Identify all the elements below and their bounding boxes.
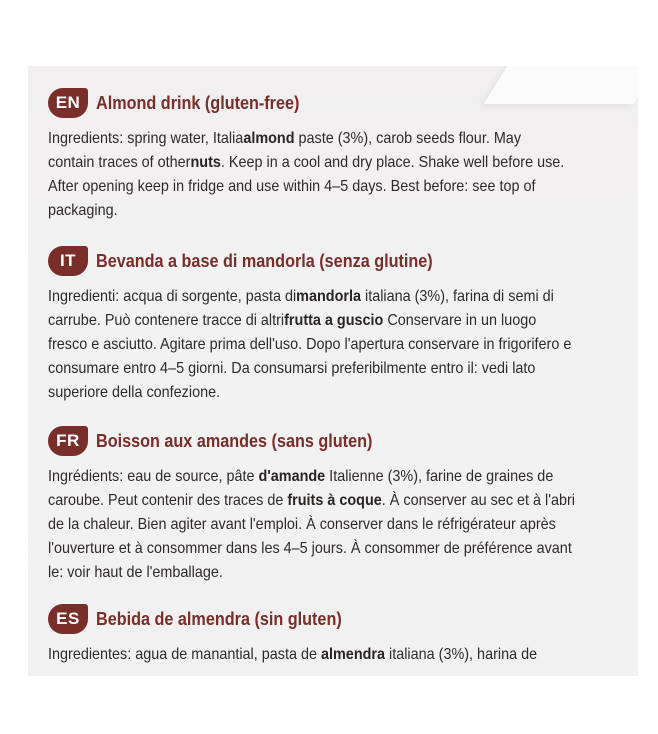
language-badge-en: EN — [48, 88, 88, 118]
text-segment: le: voir haut de l'emballage. — [48, 564, 223, 581]
text-segment: italiana (3%), farina di semi di — [360, 288, 554, 305]
ingredients-line — [48, 513, 579, 537]
text-segment: contain traces of other — [48, 154, 191, 171]
text-segment: italiana (3%), harina de — [385, 646, 538, 663]
section-header — [48, 88, 638, 118]
text-segment: Conservare in un luogo — [383, 312, 537, 329]
section-en — [48, 88, 638, 223]
ingredients-text-en — [48, 127, 638, 223]
text-segment: . À conserver au sec et à l'abri — [381, 492, 576, 509]
allergen-highlight: mandorla — [296, 288, 361, 305]
ingredients-text-es — [48, 643, 638, 667]
text-segment: packaging. — [48, 202, 118, 219]
text-segment: superiore della confezione. — [48, 384, 221, 401]
text-segment: paste (3%), carob seeds flour. May — [294, 130, 522, 147]
product-title-es: Bebida de almendra (sin gluten) — [96, 608, 342, 629]
ingredients-line — [48, 151, 579, 175]
section-es — [48, 604, 638, 667]
allergen-highlight: nuts — [190, 154, 221, 171]
product-title-it: Bevanda a base di mandorla (senza glutine) — [96, 250, 433, 271]
text-segment: consumare entro 4–5 giorni. Da consumarsi preferibilmente entro il: vedi lato — [48, 360, 536, 377]
ingredients-line — [48, 561, 579, 585]
ingredients-line — [48, 309, 579, 333]
text-segment: carrube. Può contenere tracce di altri — [48, 312, 285, 329]
allergen-highlight: d'amande — [258, 468, 326, 485]
section-it — [48, 246, 638, 405]
text-segment: After opening keep in fridge and use within 4–5 days. Best before: see top of — [48, 178, 536, 195]
ingredients-text-fr — [48, 465, 638, 585]
allergen-highlight: almond — [243, 130, 295, 147]
ingredients-line — [48, 537, 579, 561]
allergen-highlight: frutta a guscio — [284, 312, 384, 329]
section-header — [48, 246, 638, 276]
section-header — [48, 604, 638, 634]
text-segment: Ingredientes: agua de manantial, pasta de — [48, 646, 321, 663]
ingredients-line — [48, 127, 579, 151]
allergen-highlight: fruits à coque — [287, 492, 382, 509]
language-badge-fr: FR — [48, 426, 88, 456]
text-segment: de la chaleur. Bien agiter avant l'emploi. À conserver dans le réfrigérateur après — [48, 516, 556, 533]
ingredients-line — [48, 489, 579, 513]
language-badge-it: IT — [48, 246, 88, 276]
text-segment: l'ouverture et à consommer dans les 4–5 jours. À consommer de préférence avant — [48, 540, 572, 557]
text-segment: Ingredienti: acqua di sorgente, pasta di — [48, 288, 297, 305]
text-segment: Ingrédients: eau de source, pâte — [48, 468, 259, 485]
text-segment: caroube. Peut contenir des traces de — [48, 492, 288, 509]
ingredients-line — [48, 643, 579, 667]
language-badge-es: ES — [48, 604, 88, 634]
section-fr — [48, 426, 638, 585]
allergen-highlight: almendra — [320, 646, 386, 663]
text-segment: Italienne (3%), farine de graines de — [325, 468, 554, 485]
ingredients-line — [48, 175, 579, 199]
ingredients-line — [48, 333, 579, 357]
ingredients-line — [48, 381, 579, 405]
ingredients-line — [48, 465, 579, 489]
text-segment: Ingredients: spring water, Italia — [48, 130, 244, 147]
ingredients-text-it — [48, 285, 638, 405]
section-header — [48, 426, 638, 456]
ingredients-line — [48, 199, 579, 223]
text-segment: . Keep in a cool and dry place. Shake well before use. — [220, 154, 565, 171]
text-segment: fresco e asciutto. Agitare prima dell'uso. Dopo l'apertura conservare in frigorifero e — [48, 336, 572, 353]
product-label-panel — [28, 66, 638, 676]
ingredients-line — [48, 357, 579, 381]
ingredients-line — [48, 285, 579, 309]
product-title-fr: Boisson aux amandes (sans gluten) — [96, 430, 373, 451]
product-title-en: Almond drink (gluten-free) — [96, 92, 300, 113]
